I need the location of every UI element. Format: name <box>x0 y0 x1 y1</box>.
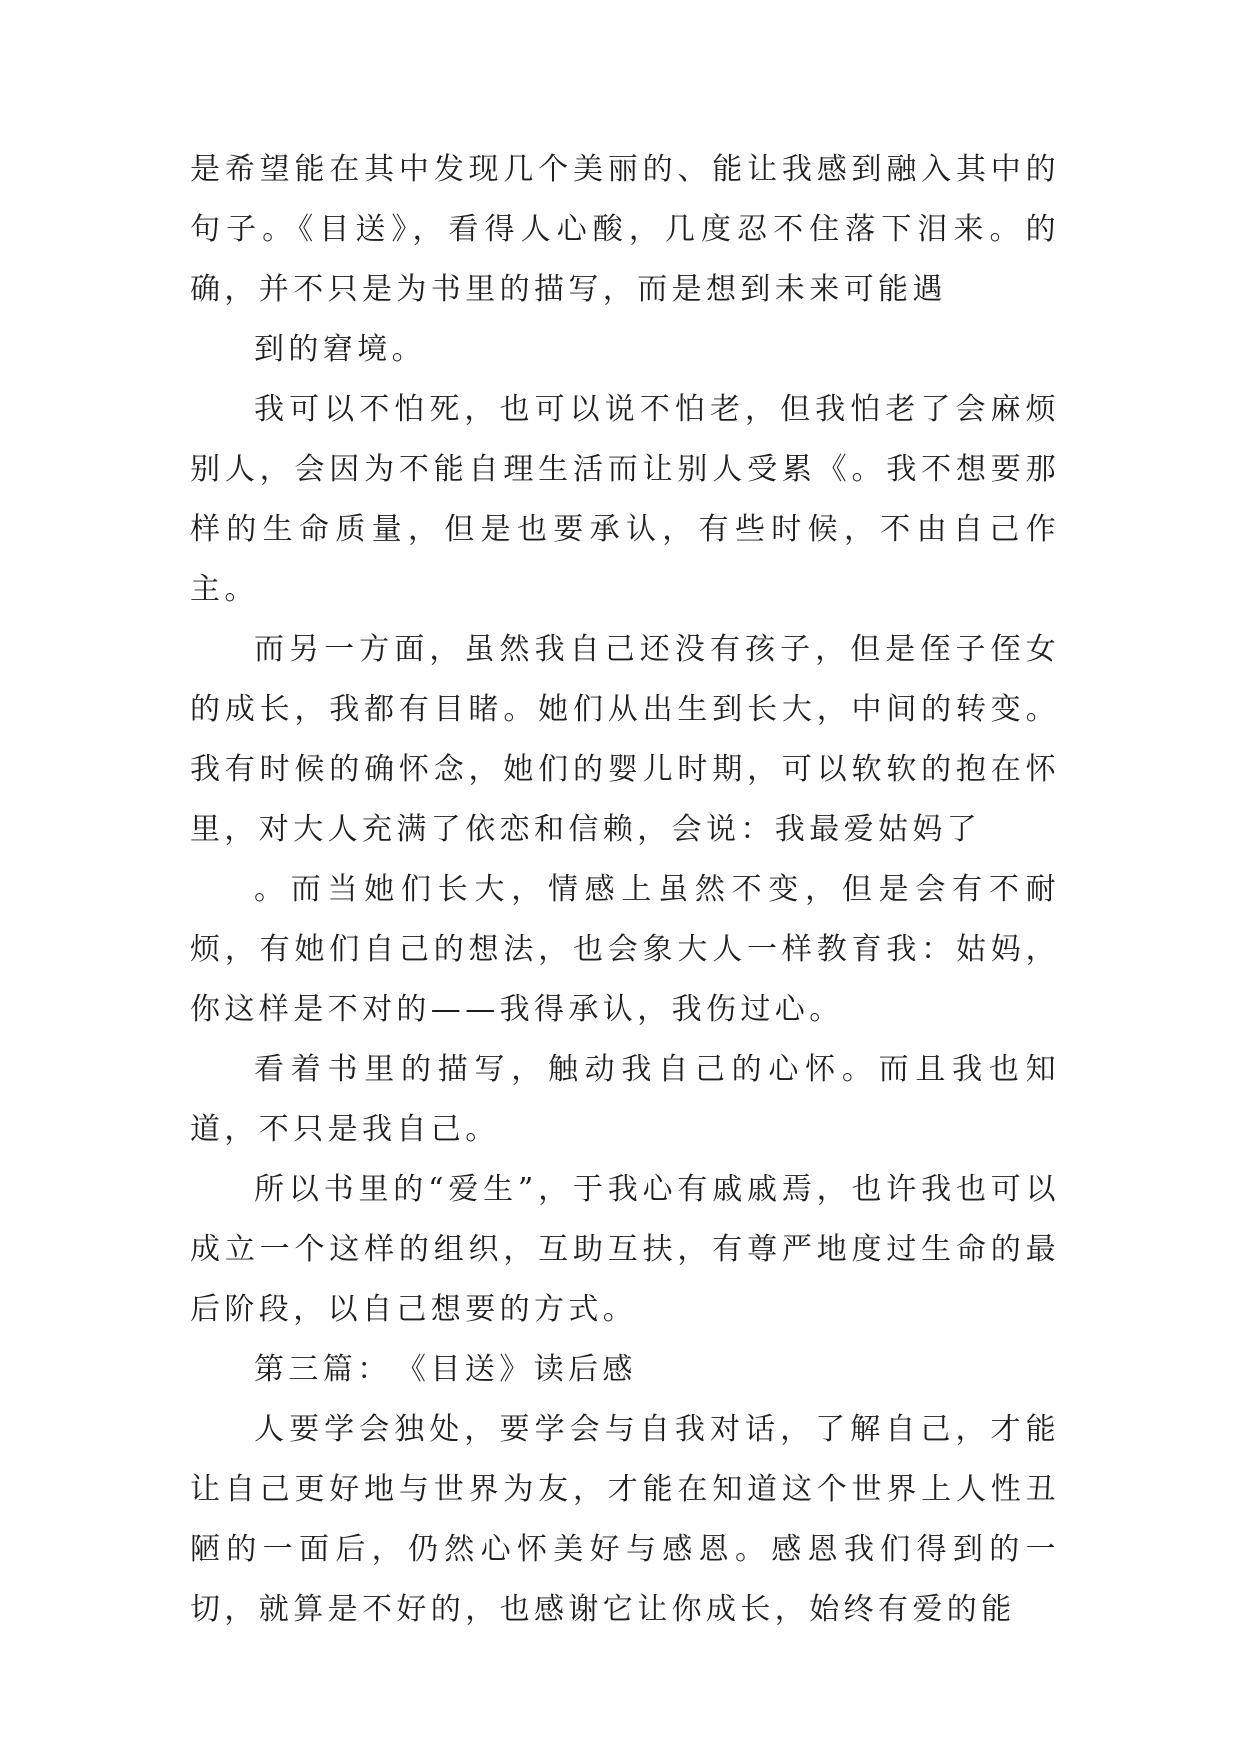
section-heading: 第三篇： 《目送》读后感 <box>254 1352 637 1387</box>
paragraph-solitude: 人要学会独处，要学会与自我对话，了解自己，才能让自己更好地与世界为友，才能在知道这个世界上人性丑陋的一面后，仍然心怀美好与感恩。感恩我们得到的一切，就算是不好的，也感谢它让你成长，始终有爱的能 <box>190 1412 1060 1627</box>
paragraph-continuation: 是希望能在其中发现几个美丽的、能让我感到融入其中的句子。《目送》，看得人心酸，几度忍不住落下泪来。的确，并不只是为书里的描写，而是想到未来可能遇 <box>190 152 1060 307</box>
paragraph-growing-up: 。而当她们长大，情感上虽然不变，但是会有不耐烦，有她们自己的想法，也会象大人一样教育我：姑妈，你这样是不对的——我得承认，我伤过心。 <box>190 872 1060 1027</box>
paragraph-nieces: 而另一方面，虽然我自己还没有孩子，但是侄子侄女的成长，我都有目睹。她们从出生到长大，中间的转变。我有时候的确怀念，她们的婴儿时期，可以软软的抱在怀里，对大人充满了依恋和信赖，会说：我最爱姑妈了 <box>190 632 1060 847</box>
paragraph-touched: 看着书里的描写，触动我自己的心怀。而且我也知道，不只是我自己。 <box>190 1052 1060 1147</box>
paragraph-fear-of-aging: 我可以不怕死，也可以说不怕老，但我怕老了会麻烦别人，会因为不能自理生活而让别人受累《。我不想要那样的生命质量，但是也要承认，有些时候，不由自己作主。 <box>190 392 1060 607</box>
document-body <box>190 140 1060 1640</box>
paragraph-predicament: 到的窘境。 <box>254 332 426 367</box>
paragraph-mutual-aid: 所以书里的“爱生”，于我心有戚戚焉，也许我也可以成立一个这样的组织，互助互扶，有尊严地度过生命的最后阶段，以自己想要的方式。 <box>190 1172 1060 1327</box>
